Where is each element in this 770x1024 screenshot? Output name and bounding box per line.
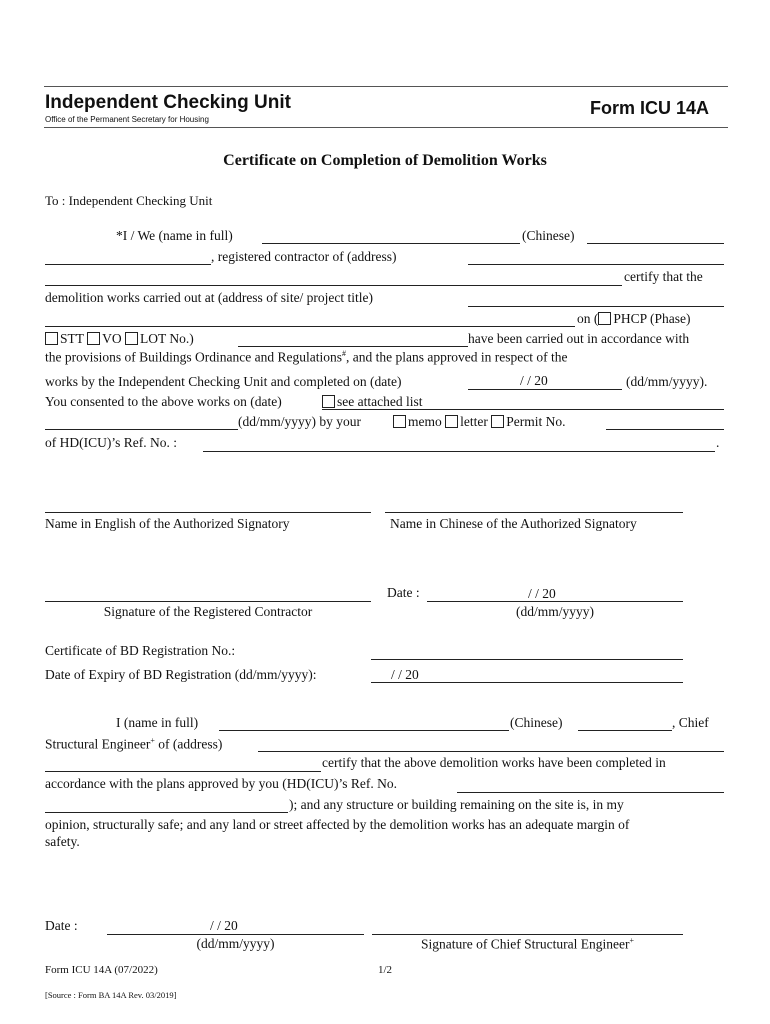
structural-line (45, 736, 222, 753)
registered-label: , registered contractor of (address) (211, 249, 397, 264)
ddmm2-label: (dd/mm/yyyy) by your (238, 414, 361, 429)
ddmm-label: (dd/mm/yyyy). (626, 374, 708, 389)
see-attached (322, 394, 422, 410)
address-continue-field[interactable] (45, 285, 622, 286)
org-subtitle: Office of the Permanent Secretary for Housing (45, 115, 209, 124)
engineer-signature-label: Signature of Chief Structural Engineer (421, 936, 630, 952)
stt-label: STT (60, 331, 84, 346)
engineer-address-continue-field[interactable] (45, 771, 321, 772)
name-en-label: Name in English of the Authorized Signatory (45, 516, 290, 531)
contractor-signature-label: Signature of the Registered Contractor (103, 604, 313, 619)
phcp-checkbox[interactable] (598, 312, 611, 325)
org-name: Independent Checking Unit (45, 92, 291, 113)
engineer-chinese-field[interactable] (578, 730, 672, 731)
memo-letter-permit (393, 414, 565, 430)
vo-checkbox[interactable] (87, 332, 100, 345)
lot-checkbox[interactable] (125, 332, 138, 345)
name-cn-field[interactable] (385, 512, 683, 513)
name-label: *I / We (name in full) (116, 228, 233, 243)
engineer-chinese-label: (Chinese) (510, 715, 563, 730)
bd-reg-label: Certificate of BD Registration No.: (45, 643, 236, 658)
name-cn-label: Name in Chinese of the Authorized Signatory (390, 516, 637, 531)
site-address-continue-field[interactable] (45, 326, 575, 327)
header-bottom-rule (44, 127, 728, 128)
consented-label: You consented to the above works on (date) (45, 394, 282, 409)
chief-label: , Chief (672, 715, 709, 730)
date-label: Date : (387, 585, 420, 600)
engineer-date-label: Date : (45, 918, 78, 933)
chinese-name-field[interactable] (587, 243, 724, 244)
vo-label: VO (102, 331, 122, 346)
form-code: Form ICU 14A (07/2022) (45, 964, 158, 976)
permit-checkbox[interactable] (491, 415, 504, 428)
engineer-ref-continue-field[interactable] (45, 812, 288, 813)
engineer-certify-label: certify that the above demolition works have been completed in (322, 755, 666, 770)
see-attached-label: see attached list (337, 394, 423, 409)
name-continue-field[interactable] (45, 264, 211, 265)
completion-date-field[interactable] (468, 389, 622, 390)
engineer-date-field[interactable] (107, 934, 364, 935)
lot-label: LOT No.) (140, 331, 194, 346)
engineer-ref-field[interactable] (457, 792, 724, 793)
hd-ref-period: . (716, 435, 720, 450)
engineer-name-label: I (name in full) (116, 715, 199, 730)
certify-label: certify that the (624, 269, 703, 284)
phcp-label: PHCP (Phase) (613, 311, 691, 326)
engineer-ddmm-label: (dd/mm/yyyy) (196, 936, 275, 951)
letter-checkbox[interactable] (445, 415, 458, 428)
engineer-signature-line (372, 936, 683, 953)
site-address-field[interactable] (468, 306, 724, 307)
see-attached-checkbox[interactable] (322, 395, 335, 408)
engineer-signature-mark: + (629, 936, 634, 945)
consent-date-continue-field[interactable] (45, 429, 238, 430)
stt-vo-lot (45, 331, 194, 347)
structural-label: Structural Engineer (45, 736, 151, 752)
carried-label: have been carried out in accordance with (468, 331, 690, 346)
contractor-signature-field[interactable] (45, 601, 371, 602)
demolition-label: demolition works carried out at (address of site/ project title) (45, 290, 374, 305)
page-title: Certificate on Completion of Demolition Works (223, 152, 547, 169)
engineer-signature-field[interactable] (372, 934, 683, 935)
completion-date-fill: / / 20 (520, 373, 548, 388)
address-label: of (address) (154, 736, 223, 752)
bd-reg-field[interactable] (371, 659, 683, 660)
contractor-date-fill: / / 20 (528, 586, 556, 601)
works-label: works by the Independent Checking Unit and completed on (date) (45, 374, 402, 389)
consent-date-field[interactable] (322, 409, 724, 410)
provisions-end: , and the plans approved in respect of the (345, 349, 568, 365)
provisions-mark: # (341, 349, 346, 358)
name-en-field[interactable] (45, 512, 371, 513)
stt-checkbox[interactable] (45, 332, 58, 345)
engineer-date-fill: / / 20 (210, 918, 238, 933)
contractor-ddmm-label: (dd/mm/yyyy) (516, 604, 594, 619)
bd-expiry-label: Date of Expiry of BD Registration (dd/mm/yyyy): (45, 667, 317, 682)
source-note: [Source : Form BA 14A Rev. 03/2019] (45, 990, 177, 1000)
provisions-line (45, 349, 723, 366)
on-phcp (577, 311, 691, 327)
hd-ref-field[interactable] (203, 451, 715, 452)
memo-label: memo (408, 414, 442, 429)
on-label: on ( (577, 311, 599, 326)
address-field[interactable] (468, 264, 724, 265)
page-number: 1/2 (378, 964, 393, 976)
form-number: Form ICU 14A (590, 98, 710, 118)
chinese-label: (Chinese) (522, 228, 575, 243)
permit-number-field[interactable] (606, 429, 724, 430)
permit-label: Permit No. (506, 414, 566, 429)
letter-label: letter (460, 414, 488, 429)
addressee: To : Independent Checking Unit (45, 193, 213, 208)
opinion-line-1: ); and any structure or building remaining on the site is, in my (289, 797, 624, 812)
accordance-label: accordance with the plans approved by you (HD(ICU)’s Ref. No. (45, 776, 398, 791)
structural-mark: + (150, 736, 155, 745)
hd-ref-label: of HD(ICU)’s Ref. No. : (45, 435, 177, 450)
memo-checkbox[interactable] (393, 415, 406, 428)
provisions-label: the provisions of Buildings Ordinance and Regulations (45, 349, 342, 365)
bd-expiry-fill: / / 20 (391, 667, 419, 682)
engineer-address-field[interactable] (258, 751, 724, 752)
opinion-line-2: opinion, structurally safe; and any land or street affected by the demolition works has an adequate margin of (45, 817, 630, 832)
name-field[interactable] (262, 243, 520, 244)
opinion-line-3: safety. (45, 834, 80, 849)
header-top-rule (44, 86, 728, 87)
engineer-name-field[interactable] (219, 730, 509, 731)
lot-number-field[interactable] (238, 346, 468, 347)
